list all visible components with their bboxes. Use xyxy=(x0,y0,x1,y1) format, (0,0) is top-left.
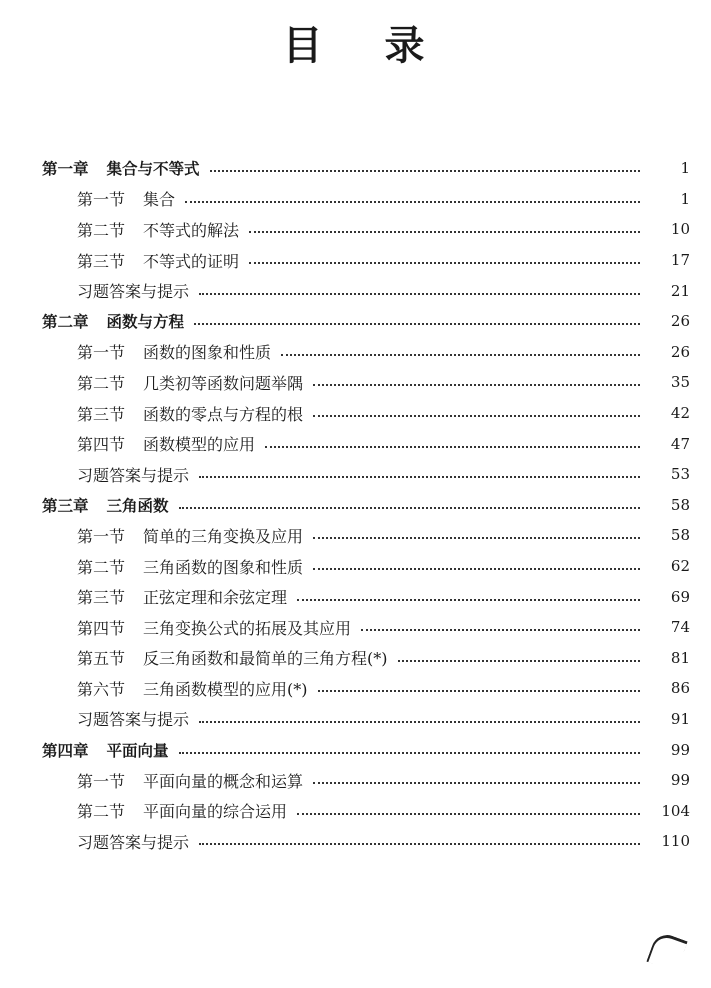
section-number: 第二节 xyxy=(77,802,126,822)
toc-answers[interactable] xyxy=(0,826,711,857)
answers-title: 习题答案与提示 xyxy=(77,832,190,852)
toc-section[interactable] xyxy=(0,398,711,429)
chapter-title: 函数与方程 xyxy=(106,313,185,332)
answers-title: 习题答案与提示 xyxy=(77,465,190,485)
section-title: 不等式的证明 xyxy=(143,251,240,271)
page-number: 10 xyxy=(670,220,690,239)
chapter-title: 集合与不等式 xyxy=(106,160,200,179)
leader-dots xyxy=(249,260,640,264)
section-number: 第二节 xyxy=(77,220,126,240)
section-number: 第四节 xyxy=(77,618,126,638)
leader-dots xyxy=(313,780,640,784)
leader-dots xyxy=(179,750,640,754)
page-number: 17 xyxy=(670,251,690,270)
page-number: 58 xyxy=(670,495,690,514)
leader-dots xyxy=(210,168,640,172)
section-number: 第六节 xyxy=(77,679,126,699)
toc-section[interactable] xyxy=(0,551,711,582)
leader-dots xyxy=(398,658,640,662)
leader-dots xyxy=(361,627,640,631)
page-number: 99 xyxy=(670,740,690,759)
section-title: 平面向量的综合运用 xyxy=(143,802,288,822)
page-number: 58 xyxy=(670,526,690,545)
toc-section[interactable] xyxy=(0,428,711,459)
section-number: 第一节 xyxy=(77,190,126,210)
toc-section[interactable] xyxy=(0,673,711,704)
chapter-number: 第一章 xyxy=(42,160,89,179)
leader-dots xyxy=(313,535,640,539)
answers-title: 习题答案与提示 xyxy=(77,710,190,730)
page-number: 86 xyxy=(670,679,690,698)
section-title: 平面向量的概念和运算 xyxy=(143,771,304,791)
page-number: 74 xyxy=(670,618,690,637)
leader-dots xyxy=(199,719,640,723)
page-number: 62 xyxy=(670,557,690,576)
toc-section[interactable] xyxy=(0,520,711,551)
section-title: 集合 xyxy=(143,190,176,210)
section-title: 三角函数的图象和性质 xyxy=(143,557,304,577)
section-title: 反三角函数和最简单的三角方程(*) xyxy=(143,649,388,669)
chapter-number: 第三章 xyxy=(42,496,89,515)
chapter-title: 三角函数 xyxy=(106,496,169,515)
leader-dots xyxy=(313,413,640,417)
page-number: 47 xyxy=(670,434,690,453)
toc-section[interactable] xyxy=(0,245,711,276)
page-number: 26 xyxy=(670,342,690,361)
page-number: 91 xyxy=(670,709,690,728)
leader-dots xyxy=(313,566,640,570)
section-title: 不等式的解法 xyxy=(143,220,240,240)
section-number: 第一节 xyxy=(77,343,126,363)
leader-dots xyxy=(297,597,640,601)
leader-dots xyxy=(249,229,640,233)
toc-section[interactable] xyxy=(0,337,711,368)
toc-answers[interactable] xyxy=(0,275,711,306)
toc-section[interactable] xyxy=(0,795,711,826)
chapter-number: 第二章 xyxy=(42,313,89,332)
section-number: 第三节 xyxy=(77,251,126,271)
section-number: 第一节 xyxy=(77,771,126,791)
toc-section[interactable] xyxy=(0,214,711,245)
section-number: 第四节 xyxy=(77,435,126,455)
toc-section[interactable] xyxy=(0,184,711,215)
page-number: 99 xyxy=(670,771,690,790)
toc-chapter-4[interactable] xyxy=(0,734,711,765)
page-title xyxy=(0,14,711,71)
section-number: 第三节 xyxy=(77,404,126,424)
section-title: 三角函数模型的应用(*) xyxy=(143,679,308,699)
page-number: 69 xyxy=(670,587,690,606)
toc-answers[interactable] xyxy=(0,459,711,490)
section-title: 简单的三角变换及应用 xyxy=(143,526,304,546)
toc-answers[interactable] xyxy=(0,704,711,735)
section-title: 函数的图象和性质 xyxy=(143,343,272,363)
section-title: 几类初等函数问题举隅 xyxy=(143,373,304,393)
leader-dots xyxy=(199,291,640,295)
page-number: 1 xyxy=(680,159,690,178)
toc-chapter-1[interactable] xyxy=(0,153,711,184)
section-title: 正弦定理和余弦定理 xyxy=(143,588,288,608)
title-char-2: 录 xyxy=(384,23,429,69)
page-number: 110 xyxy=(661,832,690,851)
section-number: 第二节 xyxy=(77,557,126,577)
page-number: 35 xyxy=(670,373,690,392)
section-title: 函数模型的应用 xyxy=(143,435,256,455)
page-number: 42 xyxy=(670,404,690,423)
toc-chapter-3[interactable] xyxy=(0,490,711,521)
section-number: 第三节 xyxy=(77,588,126,608)
leader-dots xyxy=(281,352,640,356)
section-title: 三角变换公式的拓展及其应用 xyxy=(143,618,352,638)
toc-section[interactable] xyxy=(0,612,711,643)
page-number: 21 xyxy=(670,281,690,300)
leader-dots xyxy=(313,382,640,386)
section-number: 第五节 xyxy=(77,649,126,669)
answers-title: 习题答案与提示 xyxy=(77,282,190,302)
page-number: 104 xyxy=(661,801,690,820)
leader-dots xyxy=(199,841,640,845)
section-number: 第一节 xyxy=(77,526,126,546)
leader-dots xyxy=(297,811,640,815)
section-number: 第二节 xyxy=(77,373,126,393)
toc-section[interactable] xyxy=(0,367,711,398)
page-curl-mark xyxy=(646,931,687,973)
page-number: 26 xyxy=(670,312,690,331)
chapter-title: 平面向量 xyxy=(106,741,169,760)
toc-section[interactable] xyxy=(0,765,711,796)
page-number: 53 xyxy=(670,465,690,484)
leader-dots xyxy=(185,199,640,203)
table-of-contents xyxy=(0,153,711,857)
leader-dots xyxy=(265,444,640,448)
leader-dots xyxy=(194,321,640,325)
leader-dots xyxy=(179,505,640,509)
leader-dots xyxy=(199,474,640,478)
section-title: 函数的零点与方程的根 xyxy=(143,404,304,424)
toc-chapter-2[interactable] xyxy=(0,306,711,337)
title-char-1: 目 xyxy=(282,23,327,69)
toc-section[interactable] xyxy=(0,581,711,612)
page-number: 1 xyxy=(680,189,690,208)
page-number: 81 xyxy=(670,648,690,667)
chapter-number: 第四章 xyxy=(42,741,89,760)
toc-section[interactable] xyxy=(0,643,711,674)
leader-dots xyxy=(318,688,640,692)
